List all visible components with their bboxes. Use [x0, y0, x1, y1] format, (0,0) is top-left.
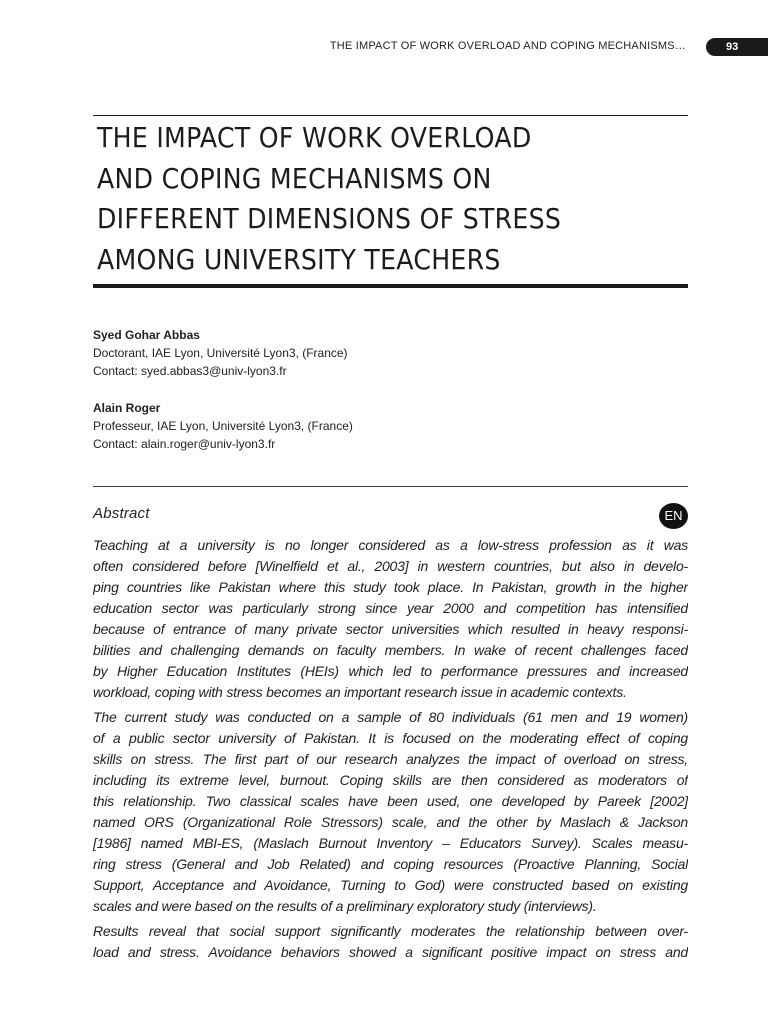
abstract-line: ping countries like Pakistan where this study took place. In Pakistan, growth in the higher — [93, 579, 688, 595]
abstract-line: scales and were based on the results of a preliminary exploratory study (interviews). — [93, 898, 597, 914]
abstract-line: [1986] named MBI-ES, (Maslach Burnout Inventory – Educators Survey). Scales measu- — [93, 835, 688, 851]
abstract-line: skills on stress. The first part of our research analyzes the impact of overload on stress, — [93, 751, 688, 767]
abstract-line: named ORS (Organizational Role Stressors) scale, and the other by Maslach & Jackson — [93, 814, 688, 830]
author-affiliation: Professeur, IAE Lyon, Université Lyon3, (France) — [93, 419, 353, 433]
running-header-title: THE IMPACT OF WORK OVERLOAD AND COPING MECHANISMS… — [329, 40, 686, 52]
title-line: AMONG UNIVERSITY TEACHERS — [97, 242, 501, 276]
author-block — [93, 399, 353, 453]
abstract-body — [93, 535, 688, 967]
abstract-line: load and stress. Avoidance behaviors showed a significant positive impact on stress and — [93, 944, 688, 960]
author-contact: Contact: syed.abbas3@univ-lyon3.fr — [93, 364, 287, 378]
abstract-line: The current study was conducted on a sample of 80 individuals (61 men and 19 women) — [93, 709, 688, 725]
author-name: Alain Roger — [93, 401, 161, 415]
abstract-line: Support, Acceptance and Avoidance, Turning to God) were constructed based on existing — [93, 877, 688, 893]
abstract-paragraph — [93, 535, 688, 703]
author-name: Syed Gohar Abbas — [93, 328, 200, 342]
title-bottom-rule — [93, 284, 688, 288]
abstract-line: this relationship. Two classical scales have been used, one developed by Pareek [2002] — [93, 793, 688, 809]
title-top-rule — [93, 115, 688, 116]
title-line: DIFFERENT DIMENSIONS OF STRESS — [97, 202, 562, 235]
abstract-line: bilities and challenging demands on faculty members. In wake of recent challenges faced — [93, 642, 688, 658]
abstract-paragraph — [93, 921, 688, 963]
abstract-top-rule — [93, 486, 688, 487]
abstract-line: by Higher Education Institutes (HEIs) which led to performance pressures and increased — [93, 663, 688, 679]
article-title — [97, 118, 637, 280]
abstract-line: including its extreme level, burnout. Coping skills are then considered as moderators of — [93, 772, 688, 788]
title-line: THE IMPACT OF WORK OVERLOAD — [97, 121, 532, 154]
abstract-line: because of entrance of many private sector universities which resulted in heavy responsi- — [93, 621, 688, 637]
page-number-badge: 93 — [706, 38, 768, 56]
abstract-line: Results reveal that social support significantly moderates the relationship between over- — [93, 923, 688, 939]
abstract-line: education sector was particularly strong since year 2000 and competition has intensified — [93, 600, 688, 616]
title-line: AND COPING MECHANISMS ON — [97, 161, 492, 195]
abstract-line: often considered before [Winelfield et al., 2003] in western countries, but also in develo- — [93, 558, 688, 574]
language-badge: EN — [659, 503, 688, 529]
abstract-line: workload, coping with stress becomes an important research issue in academic contexts. — [93, 684, 627, 700]
abstract-line: Teaching at a university is no longer considered as a low-stress profession as it was — [93, 537, 688, 553]
abstract-paragraph — [93, 707, 688, 917]
author-block — [93, 326, 348, 380]
author-contact: Contact: alain.roger@univ-lyon3.fr — [93, 437, 276, 451]
abstract-heading: Abstract — [93, 505, 150, 522]
abstract-line: of a public sector university of Pakistan. It is focused on the moderating effect of coping — [93, 730, 688, 746]
abstract-line: ring stress (General and Job Related) and coping resources (Proactive Planning, Social — [93, 856, 688, 872]
author-affiliation: Doctorant, IAE Lyon, Université Lyon3, (France) — [93, 346, 348, 360]
